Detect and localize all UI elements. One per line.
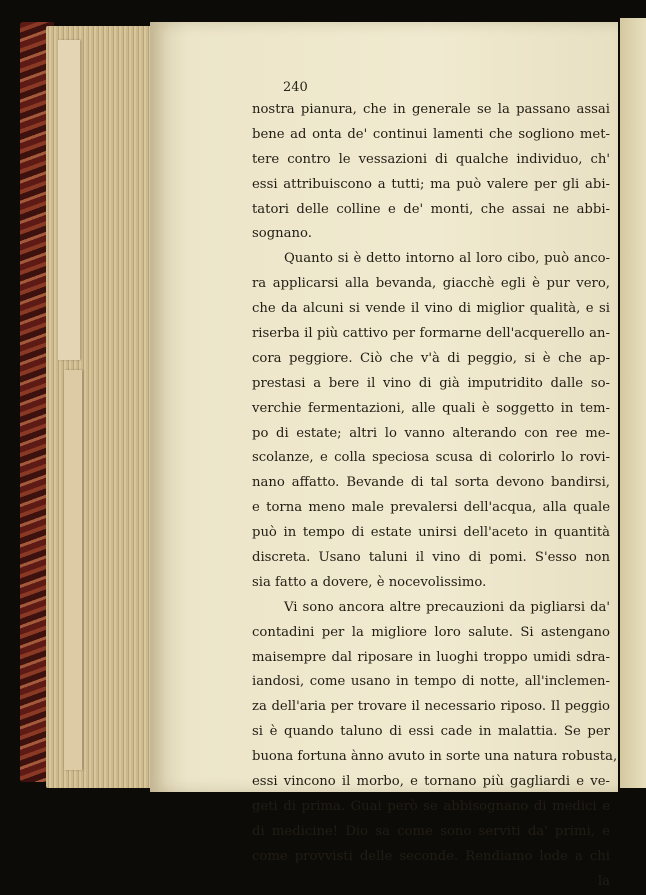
text-line: Vi sono ancora altre precauzioni da pigliarsi da' — [284, 599, 610, 615]
text-line: essi vincono il morbo, e tornano più gagliardi e ve- — [252, 774, 610, 790]
text-line: che da alcuni si vende il vino di miglior qualità, e si — [252, 301, 610, 317]
text-line: può in tempo di estate unirsi dell'aceto in quantità — [252, 525, 610, 541]
text-line: za dell'aria per trovare il necessario riposo. Il peggio — [252, 699, 610, 715]
text-line: Quanto si è detto intorno al loro cibo, può anco- — [284, 251, 610, 267]
text-line: ra applicarsi alla bevanda, giacchè egli è pur vero, — [252, 276, 610, 292]
text-line: tatori delle colline e de' monti, che assai ne abbi- — [252, 201, 610, 217]
page-text — [252, 98, 618, 895]
text-line: cora peggiore. Ciò che v'à di peggio, si è che ap- — [252, 350, 610, 366]
text-line: di medicine! Dio sa come sono serviti da' primi, e — [252, 823, 610, 839]
text-line: geti di prima. Guai però se abbisognano di medici e — [252, 798, 610, 814]
text-line: riserba il più cattivo per formarne dell'acquerello an- — [252, 326, 610, 342]
catchword: la — [597, 873, 610, 889]
text-line: iandosi, come usano in tempo di notte, all'inclemen- — [252, 674, 610, 690]
text-line: come provvisti delle seconde. Rendiamo lode a chi — [252, 848, 610, 864]
facing-page-edge — [620, 18, 646, 788]
text-line: nostra pianura, che in generale se la passano assai — [252, 102, 610, 117]
text-line: essi attribuiscono a tutti; ma può valere per gli abi- — [252, 176, 610, 192]
text-line: scolanze, e colla speciosa scusa di colorirlo lo rovi- — [252, 450, 610, 466]
text-line: tere contro le vessazioni di qualche individuo, ch' — [252, 151, 610, 167]
text-line: sognano. — [252, 226, 312, 242]
text-line: contadini per la migliore loro salute. Si astengano — [252, 624, 610, 640]
text-line: discreta. Usano taluni il vino di pomi. S'esso non — [252, 550, 610, 566]
text-line: prestasi a bere il vino di già imputridito dalle so- — [252, 375, 610, 391]
text-line: sia fatto a dovere, è nocevolissimo. — [252, 574, 487, 590]
text-line: maisempre dal riposare in luoghi troppo umidi sdra- — [252, 649, 610, 665]
text-line: po di estate; altri lo vanno alterando con ree me- — [252, 425, 610, 441]
text-line: nano affatto. Bevande di tal sorta devono bandirsi, — [252, 475, 610, 491]
text-line: verchie fermentazioni, alle quali è soggetto in tem- — [252, 400, 610, 416]
paper-slip — [64, 370, 82, 770]
text-line: buona fortuna ànno avuto in sorte una natura robusta, — [252, 749, 618, 765]
text-line: e torna meno male prevalersi dell'acqua, alla quale — [252, 500, 610, 516]
text-line: bene ad onta de' continui lamenti che sogliono met- — [252, 126, 610, 142]
paper-slip — [58, 40, 80, 360]
page-number: 240 — [283, 80, 308, 95]
text-line: si è quando taluno di essi cade in malattia. Se per — [252, 724, 610, 740]
